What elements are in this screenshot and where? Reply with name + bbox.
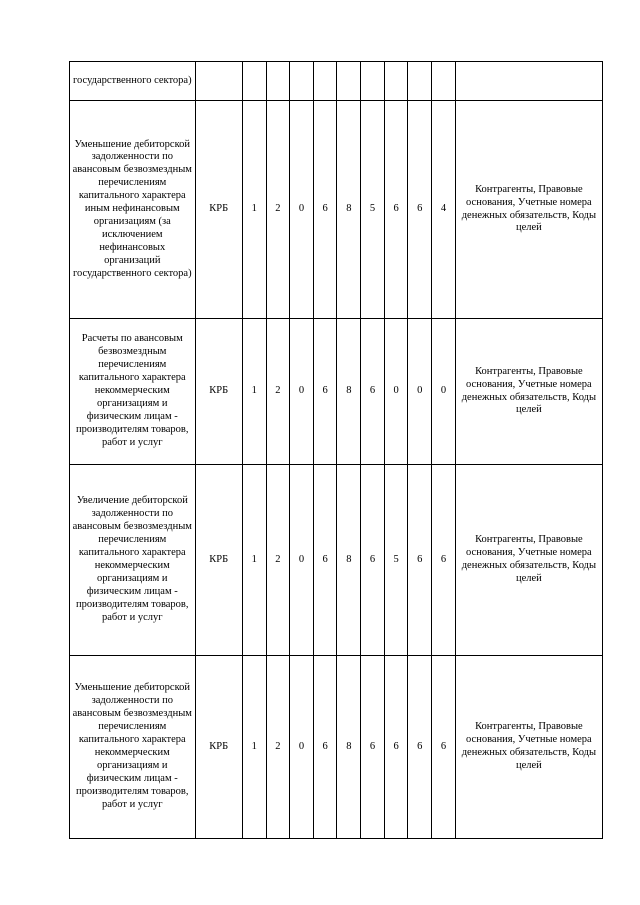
account-digit-cell: 6 [313,101,337,319]
account-digit-cell: 0 [290,465,314,656]
krb-cell [195,62,242,101]
krb-cell: КРБ [195,656,242,839]
analytics-attributes-cell: Контрагенты, Правовые основания, Учетные номера денежных обязательств, Коды целей [455,319,602,465]
account-digit-cell: 0 [384,319,408,465]
krb-cell: КРБ [195,101,242,319]
account-digit-cell [290,62,314,101]
account-digit-cell: 6 [408,656,432,839]
account-digit-cell: 8 [337,465,361,656]
table-row [70,656,603,839]
account-digit-cell: 5 [361,101,385,319]
account-digit-cell [337,62,361,101]
account-digit-cell: 6 [432,465,456,656]
accounts-table [69,61,603,839]
account-digit-cell: 6 [432,656,456,839]
account-name-cell: Расчеты по авансовым безвозмездным перечислениям капитального характера некоммерческим организациям и физическим лицам - производителям товаров, работ и услуг [70,319,196,465]
account-digit-cell: 2 [266,656,290,839]
account-digit-cell: 0 [408,319,432,465]
account-digit-cell: 5 [384,465,408,656]
account-digit-cell [242,62,266,101]
account-digit-cell: 2 [266,465,290,656]
account-digit-cell [361,62,385,101]
krb-cell: КРБ [195,319,242,465]
table-row [70,465,603,656]
account-digit-cell: 6 [361,465,385,656]
account-digit-cell: 2 [266,101,290,319]
account-digit-cell [432,62,456,101]
krb-cell: КРБ [195,465,242,656]
account-digit-cell: 1 [242,465,266,656]
analytics-attributes-cell: Контрагенты, Правовые основания, Учетные номера денежных обязательств, Коды целей [455,656,602,839]
account-name-cell: государственного сектора) [70,62,196,101]
account-digit-cell: 2 [266,319,290,465]
account-digit-cell [313,62,337,101]
account-digit-cell [266,62,290,101]
account-digit-cell: 6 [408,101,432,319]
account-digit-cell: 0 [290,319,314,465]
account-digit-cell: 6 [361,656,385,839]
account-digit-cell: 1 [242,656,266,839]
account-name-cell: Увеличение дебиторской задолженности по авансовым безвозмездным перечислениям капитального характера некоммерческим организациям и физическим лицам - производителям товаров, работ и услуг [70,465,196,656]
account-digit-cell [384,62,408,101]
account-name-cell: Уменьшение дебиторской задолженности по авансовым безвозмездным перечислениям капитального характера иным нефинансовым организациям (за исключением нефинансовых организаций государственного сектора) [70,101,196,319]
account-digit-cell: 6 [384,101,408,319]
account-digit-cell: 6 [384,656,408,839]
account-digit-cell [408,62,432,101]
account-digit-cell: 6 [313,656,337,839]
account-digit-cell: 6 [313,319,337,465]
account-digit-cell: 6 [408,465,432,656]
account-digit-cell: 0 [290,101,314,319]
account-name-cell: Уменьшение дебиторской задолженности по авансовым безвозмездным перечислениям капитального характера некоммерческим организациям и физическим лицам - производителям товаров, работ и услуг [70,656,196,839]
account-digit-cell: 4 [432,101,456,319]
account-digit-cell: 6 [361,319,385,465]
account-digit-cell: 8 [337,656,361,839]
analytics-attributes-cell [455,62,602,101]
account-digit-cell: 1 [242,101,266,319]
account-digit-cell: 8 [337,319,361,465]
analytics-attributes-cell: Контрагенты, Правовые основания, Учетные номера денежных обязательств, Коды целей [455,101,602,319]
analytics-attributes-cell: Контрагенты, Правовые основания, Учетные номера денежных обязательств, Коды целей [455,465,602,656]
table-row [70,101,603,319]
table-row [70,319,603,465]
account-digit-cell: 1 [242,319,266,465]
account-digit-cell: 6 [313,465,337,656]
account-digit-cell: 8 [337,101,361,319]
account-digit-cell: 0 [290,656,314,839]
account-digit-cell: 0 [432,319,456,465]
table-row [70,62,603,101]
